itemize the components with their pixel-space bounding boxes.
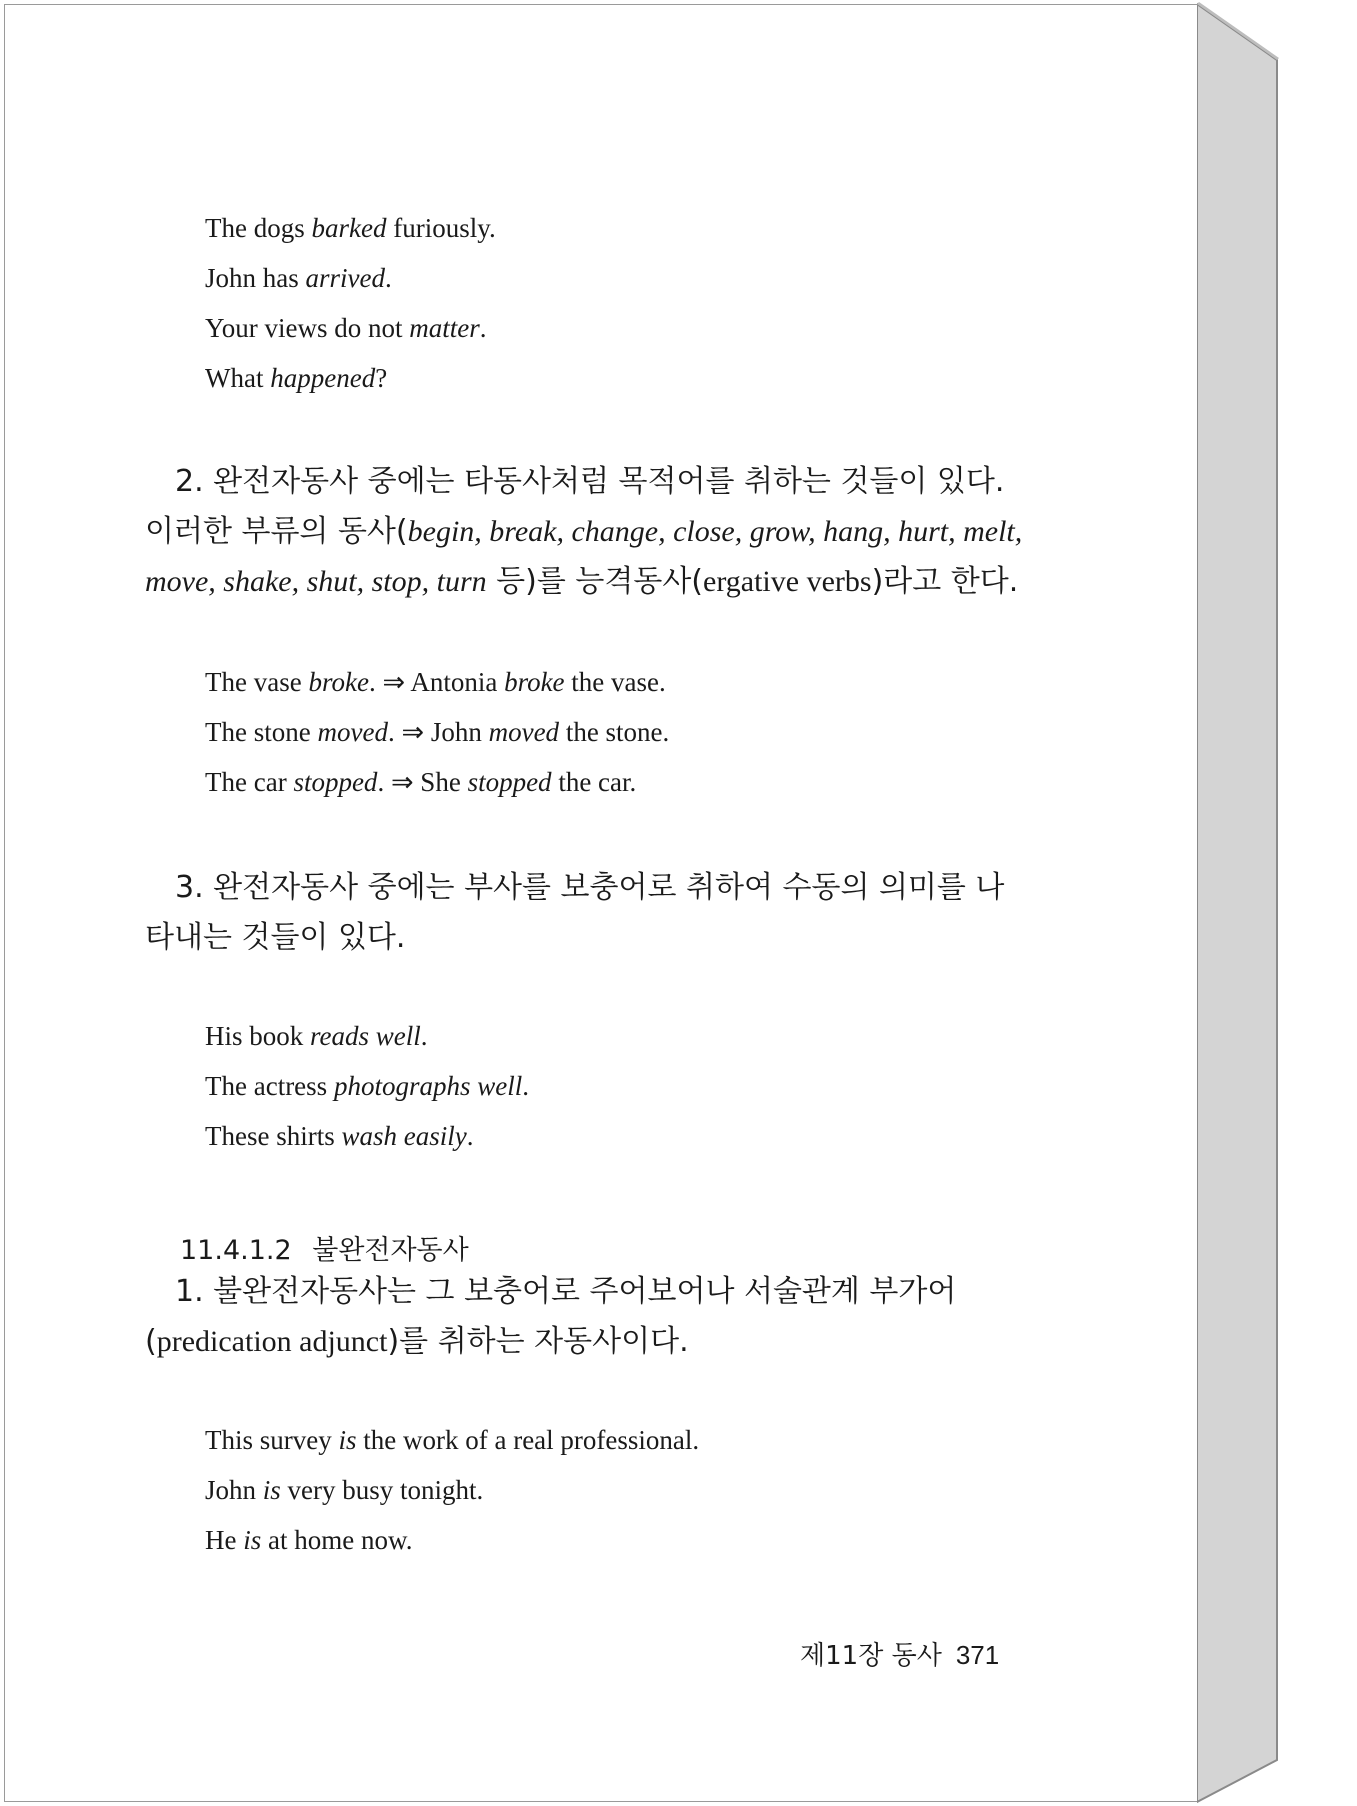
italic-verb: is [338,1425,357,1455]
example-sentence [205,263,392,294]
sentence-text: . ⇒ John [387,717,489,747]
paragraph-passive-meaning [145,863,1025,963]
sentence-text: . [522,1071,529,1101]
sentence-text: What [205,363,271,393]
sentence-text: His book [205,1021,311,1051]
italic-verb: is [243,1525,262,1555]
sentence-text: These shirts [205,1121,342,1151]
paragraph-ergative-verbs [145,457,1025,607]
italic-verb: moved [488,717,560,747]
paragraph-text: )를 취하는 자동사이다. [387,1324,689,1359]
example-sentence [205,1525,412,1556]
example-sentence [205,1121,473,1152]
sentence-text: at home now. [261,1525,413,1555]
page-number: 371 [955,1640,1000,1670]
paragraph-text: 2. 완전자동사 중에는 타동사처럼 목적어를 취하는 것들이 있다. 이러한 부류의 동사( [145,464,1005,549]
sentence-text: ? [375,363,388,393]
sentence-text: John [205,1475,263,1505]
paragraph-incomplete-intransitive [145,1267,1025,1367]
sentence-text: The actress [205,1071,334,1101]
sentence-text: . [479,313,487,343]
italic-verb: broke [308,667,369,697]
italic-phrase: wash easily [341,1121,467,1151]
sentence-text: John has [205,263,306,293]
example-sentence [205,767,636,798]
sentence-text: . ⇒ She [377,767,468,797]
italic-verb: barked [311,213,387,243]
sentence-text: the vase. [564,667,666,697]
example-sentence [205,363,387,394]
sentence-text: . [466,1121,474,1151]
italic-verb: happened [270,363,376,393]
sentence-text: The stone [205,717,318,747]
sentence-text: Your views do not [205,313,410,343]
example-sentence [205,717,669,748]
section-title: 불완전자동사 [312,1235,469,1266]
sentence-text: . [420,1021,428,1051]
sentence-text: very busy tonight. [280,1475,484,1505]
paragraph-text: )라고 한다. [871,564,1019,599]
italic-verb: moved [317,717,388,747]
italic-verb: stopped [467,767,552,797]
book-page [4,4,1198,1802]
italic-phrase: photographs well [333,1071,523,1101]
sentence-text: . [384,263,392,293]
sentence-text: furiously. [386,213,496,243]
book-edge [1197,0,1357,1806]
sentence-text: The vase [205,667,309,697]
sentence-text: The car [205,767,294,797]
example-sentence [205,1071,529,1102]
italic-verb: matter [409,313,480,343]
sentence-text: He [205,1525,244,1555]
sentence-text: The dogs [205,213,312,243]
sentence-text: This survey [205,1425,339,1455]
english-term: predication adjunct [156,1325,388,1358]
sentence-text: the work of a real professional. [356,1425,700,1455]
verb-list: begin, break, change, close, grow, hang, hurt, melt, move, shake, shut, stop, turn [145,515,1023,598]
italic-verb: stopped [293,767,378,797]
paragraph-text: 1. 불완전자동사는 그 보충어로 주어보어나 서술관계 부가어( [145,1274,957,1359]
italic-verb: is [262,1475,281,1505]
paragraph-text: 등)를 능격동사( [486,564,704,599]
paragraph-text: 3. 완전자동사 중에는 부사를 보충어로 취하여 수동의 의미를 나타내는 것들이 있다. [145,870,1005,955]
chapter-label: 제11장 동사 [800,1641,942,1671]
section-number: 11.4.1.2 [180,1235,292,1266]
italic-verb: broke [504,667,565,697]
page-footer [800,1635,999,1672]
example-sentence [205,213,496,244]
sentence-text: . ⇒ Antonia [368,667,505,697]
italic-phrase: reads well [310,1021,421,1051]
italic-verb: arrived [305,263,385,293]
section-heading [180,1228,469,1267]
english-term: ergative verbs [703,565,872,598]
example-sentence [205,1425,699,1456]
example-sentence [205,1475,483,1506]
sentence-text: the car. [551,767,637,797]
sentence-text: the stone. [559,717,670,747]
example-sentence [205,1021,428,1052]
example-sentence [205,313,487,344]
example-sentence [205,667,666,698]
